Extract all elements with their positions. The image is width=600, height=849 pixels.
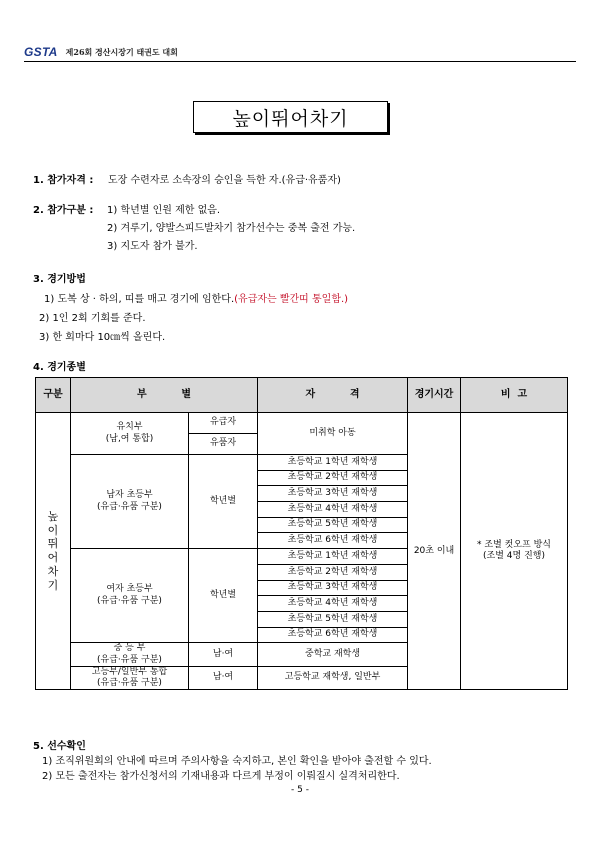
document-header	[24, 44, 178, 60]
remarks-cell: * 조별 컷오프 방식 (조별 4명 진행)	[461, 413, 568, 690]
header-title: 제26회 경산시장기 태권도 대회	[65, 46, 178, 57]
qualification-cell: 초등학교 3학년 재학생	[258, 580, 408, 596]
section-2-item: 1) 학년별 인원 제한 없음.	[107, 205, 221, 216]
header-gubun: 구분	[36, 378, 71, 413]
qualification-cell: 초등학교 5학년 재학생	[258, 517, 408, 533]
section-3-item: 3) 한 회마다 10㎝씩 올린다.	[39, 332, 166, 343]
section-5-label: 5. 선수확인	[33, 741, 86, 752]
sub-division: 남·여	[189, 666, 258, 690]
sub-division: 유품자	[189, 434, 258, 455]
match-time-cell: 20초 이내	[408, 413, 461, 690]
section-3-item: 2) 1인 2회 기회를 준다.	[39, 313, 146, 324]
section-1-text: 도장 수련자로 소속장의 승인을 득한 자.(유급·유품자)	[108, 175, 341, 186]
section-2-label: 2. 참가구분 :	[33, 205, 94, 216]
header-bubyeol: 부 별	[71, 378, 258, 413]
sub-division: 학년별	[189, 455, 258, 549]
table-header-row	[36, 378, 568, 413]
division-boys: 남자 초등부 (유급·유품 구분)	[71, 455, 189, 549]
section-3-red-note: (유급자는 빨간띠 통일함.)	[234, 294, 349, 305]
header-time: 경기시간	[408, 378, 461, 413]
sub-division: 학년별	[189, 549, 258, 643]
section-2-item: 3) 지도자 참가 불가.	[107, 241, 198, 252]
category-table	[35, 377, 568, 690]
qualification-cell: 초등학교 6학년 재학생	[258, 627, 408, 643]
qualification-cell: 초등학교 2학년 재학생	[258, 564, 408, 580]
header-bigo: 비 고	[461, 378, 568, 413]
section-5-item: 2) 모든 출전자는 참가신청서의 기재내용과 다르게 부정이 이뤄질시 실격처리한다.	[42, 771, 400, 782]
section-2-item: 2) 겨루기, 양발스피드발차기 참가선수는 중복 출전 가능.	[107, 223, 356, 234]
table-row	[36, 413, 568, 434]
qualification-cell: 초등학교 2학년 재학생	[258, 470, 408, 486]
qualification-cell: 중학교 재학생	[258, 643, 408, 667]
sub-division: 남·여	[189, 643, 258, 667]
qualification-cell: 초등학교 1학년 재학생	[258, 549, 408, 565]
header-jagyeok: 자 격	[258, 378, 408, 413]
qualification-cell: 초등학교 3학년 재학생	[258, 486, 408, 502]
qualification-cell: 미취학 아동	[258, 413, 408, 455]
qualification-cell: 초등학교 6학년 재학생	[258, 533, 408, 549]
section-3-label: 3. 경기방법	[33, 274, 86, 285]
qualification-cell: 초등학교 4학년 재학생	[258, 596, 408, 612]
qualification-cell: 초등학교 4학년 재학생	[258, 502, 408, 518]
page-number: - 5 -	[291, 785, 309, 795]
gsta-logo: GSTA	[24, 45, 58, 59]
header-divider	[24, 61, 576, 62]
page-title: 높이뛰어차기	[193, 101, 388, 133]
section-3-item: 1) 도복 상 · 하의, 띠를 매고 경기에 임한다.(유급자는 빨간띠 통일함.)	[44, 294, 349, 305]
division-girls: 여자 초등부 (유급·유품 구분)	[71, 549, 189, 643]
event-name-cell: 높 이 뛰 어 차 기	[36, 413, 71, 690]
qualification-cell: 초등학교 5학년 재학생	[258, 611, 408, 627]
division-kinder: 유치부 (남,여 통합)	[71, 413, 189, 455]
qualification-cell: 고등학교 재학생, 일반부	[258, 666, 408, 690]
section-1-label: 1. 참가자격 :	[33, 175, 94, 186]
division-high: 고등부/일반부 통합 (유급·유품 구분)	[71, 666, 189, 690]
division-middle: 중 등 부 (유급·유품 구분)	[71, 643, 189, 667]
sub-division: 유급자	[189, 413, 258, 434]
section-5-item: 1) 조직위원회의 안내에 따르며 주의사항을 숙지하고, 본인 확인을 받아야 출전할 수 있다.	[42, 756, 432, 767]
qualification-cell: 초등학교 1학년 재학생	[258, 455, 408, 471]
section-4-label: 4. 경기종별	[33, 362, 86, 373]
